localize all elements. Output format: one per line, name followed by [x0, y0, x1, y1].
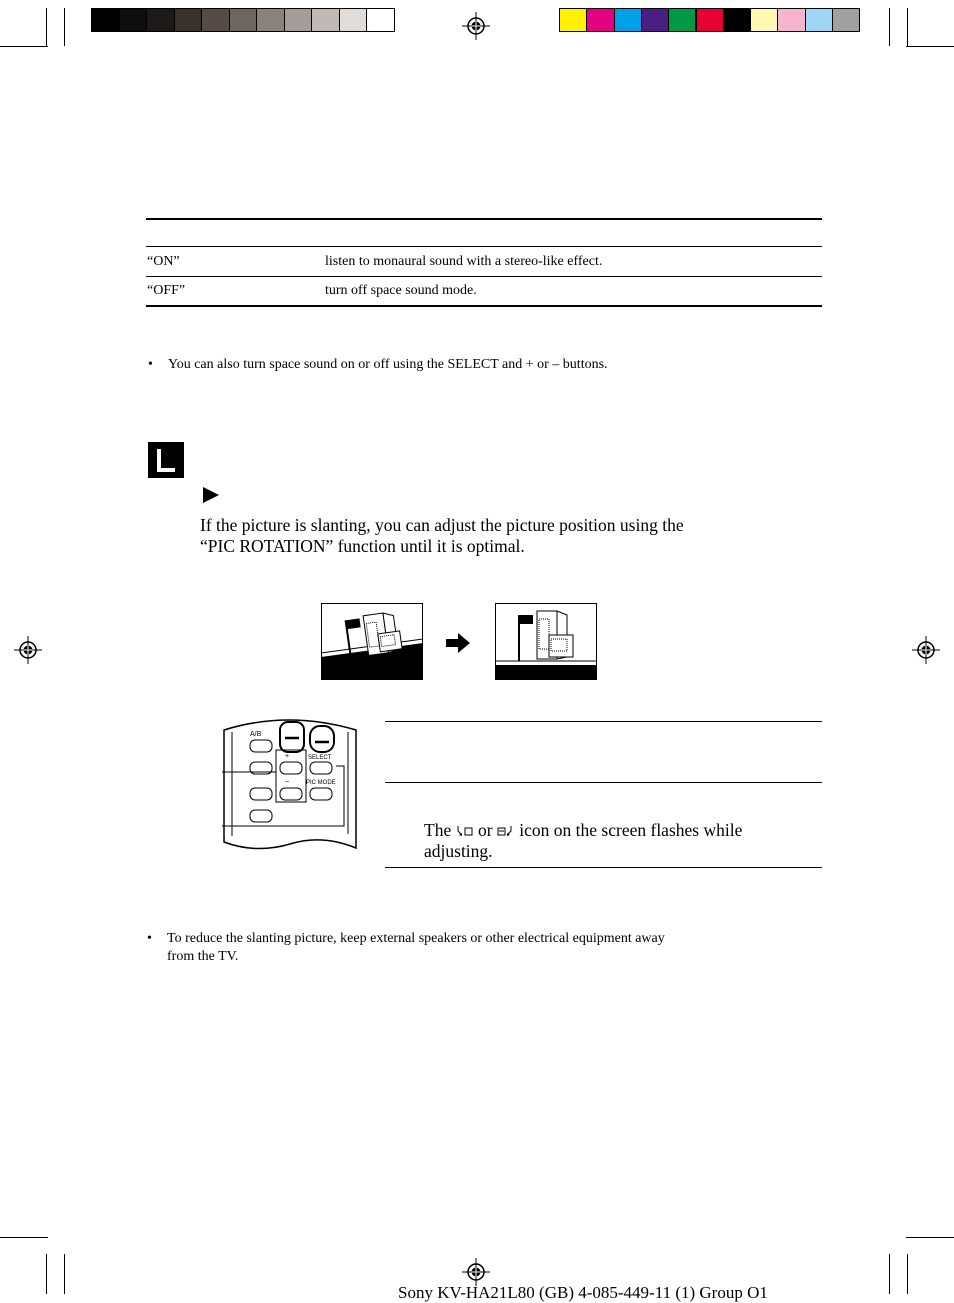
color-swatch — [805, 8, 833, 32]
step-rule-middle — [385, 782, 822, 783]
color-swatch — [256, 8, 285, 32]
color-swatch — [174, 8, 203, 32]
color-swatch — [339, 8, 368, 32]
remote-ab-label: A/B — [250, 731, 262, 738]
color-swatch — [201, 8, 230, 32]
color-swatch — [641, 8, 669, 32]
step-the-text: The — [424, 820, 452, 840]
step-rule-top — [385, 721, 822, 722]
step-description-line-1 — [424, 820, 742, 841]
color-swatch — [119, 8, 148, 32]
color-swatch — [229, 8, 258, 32]
table-cell-setting: “OFF” — [147, 283, 186, 298]
color-swatch — [559, 8, 587, 32]
color-swatch — [284, 8, 313, 32]
rotate-left-icon — [456, 825, 474, 837]
color-swatch — [311, 8, 340, 32]
remote-control-illustration — [218, 716, 360, 850]
rotate-right-icon — [497, 825, 515, 837]
intro-line-1: If the picture is slanting, you can adjust the picture position using the — [200, 515, 684, 535]
remote-plus-label: + — [285, 753, 290, 760]
color-swatch — [366, 8, 395, 32]
note-slanting-line-2: from the TV. — [167, 949, 239, 964]
registration-mark-icon — [462, 12, 490, 40]
section-letter-box — [148, 442, 184, 478]
color-swatch — [723, 8, 751, 32]
step-rule-bottom — [385, 867, 822, 868]
registration-mark-icon — [462, 1258, 490, 1286]
arrow-right-icon — [446, 633, 470, 653]
table-bottom-rule — [146, 305, 822, 307]
table-header-rule — [146, 246, 822, 247]
intro-line-2: “PIC ROTATION” function until it is optimal. — [200, 536, 525, 556]
registration-mark-icon — [14, 636, 42, 664]
remote-select-label: SELECT — [308, 755, 332, 761]
step-or-text: or — [477, 820, 493, 840]
table-top-rule — [146, 218, 822, 220]
color-swatch — [586, 8, 614, 32]
note-slanting-line-1: • To reduce the slanting picture, keep external speakers or other electrical equipment away — [167, 930, 665, 948]
color-swatch — [146, 8, 175, 32]
table-row-rule — [146, 276, 822, 277]
table-cell-description: turn off space sound mode. — [325, 283, 477, 298]
slanted-picture-illustration — [321, 603, 423, 680]
step-description-line-2: adjusting. — [424, 841, 493, 861]
corrected-picture-illustration — [495, 603, 597, 680]
color-swatch — [750, 8, 778, 32]
remote-minus-label: – — [285, 778, 289, 785]
table-cell-description: listen to monaural sound with a stereo-like effect. — [325, 254, 603, 269]
step-icon-text: icon on the screen flashes while — [519, 820, 743, 840]
color-swatch — [91, 8, 120, 32]
section-letter-icon — [148, 442, 184, 478]
remote-picmode-label: PIC MODE — [306, 780, 336, 786]
step-triangle-icon — [202, 486, 220, 504]
note-space-sound: • You can also turn space sound on or off using the SELECT and + or – buttons. — [168, 356, 608, 374]
color-swatch — [832, 8, 860, 32]
print-slug-footer: Sony KV-HA21L80 (GB) 4-085-449-11 (1) Group O1 — [398, 1283, 768, 1302]
registration-mark-icon — [912, 636, 940, 664]
color-swatch — [614, 8, 642, 32]
table-cell-setting: “ON” — [147, 254, 180, 269]
color-swatch — [668, 8, 696, 32]
color-swatch — [696, 8, 724, 32]
color-swatch — [777, 8, 805, 32]
